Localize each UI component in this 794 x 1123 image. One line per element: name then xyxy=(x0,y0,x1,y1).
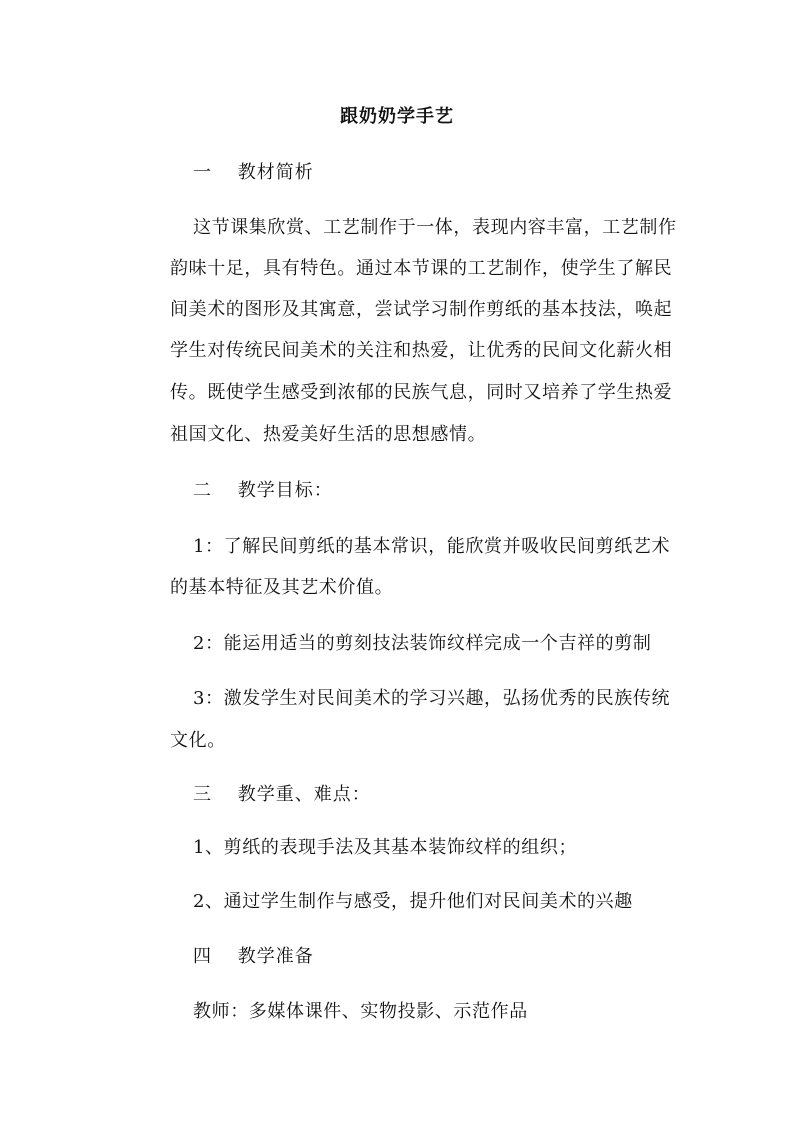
paragraph-line: 文化。 xyxy=(170,730,226,751)
paragraph-line: 学生对传统民间美术的关注和热爱，让优秀的民间文化薪火相 xyxy=(170,340,673,361)
paragraph-line: 教师：多媒体课件、实物投影、示范作品 xyxy=(193,1001,528,1022)
paragraph-line: 3：激发学生对民间美术的学习兴趣，弘扬优秀的民族传统 xyxy=(193,688,671,709)
section-heading-2: 二 教学目标： xyxy=(193,480,333,501)
section-heading-4: 四 教学准备 xyxy=(193,946,314,967)
document-title: 跟奶奶学手艺 xyxy=(340,106,454,127)
paragraph-line: 2、通过学生制作与感受，提升他们对民间美术的兴趣 xyxy=(193,891,633,912)
paragraph-line: 祖国文化、热爱美好生活的思想感情。 xyxy=(170,424,487,445)
paragraph-line: 1、剪纸的表现手法及其基本装饰纹样的组织； xyxy=(193,837,578,858)
paragraph-line: 韵味十足，具有特色。通过本节课的工艺制作，使学生了解民 xyxy=(170,258,673,279)
paragraph-line: 1：了解民间剪纸的基本常识，能欣赏并吸收民间剪纸艺术 xyxy=(193,536,671,557)
paragraph-line: 这节课集欣赏、工艺制作于一体，表现内容丰富，工艺制作 xyxy=(193,217,677,238)
section-heading-1: 一 教材简析 xyxy=(193,162,314,183)
paragraph-line: 2：能运用适当的剪刻技法装饰纹样完成一个吉祥的剪制 xyxy=(193,633,652,654)
paragraph-line: 传。既使学生感受到浓郁的民族气息，同时又培养了学生热爱 xyxy=(170,382,673,403)
paragraph-line: 的基本特征及其艺术价值。 xyxy=(170,577,394,598)
section-heading-3: 三 教学重、难点： xyxy=(193,784,371,805)
paragraph-line: 间美术的图形及其寓意，尝试学习制作剪纸的基本技法，唤起 xyxy=(170,299,673,320)
